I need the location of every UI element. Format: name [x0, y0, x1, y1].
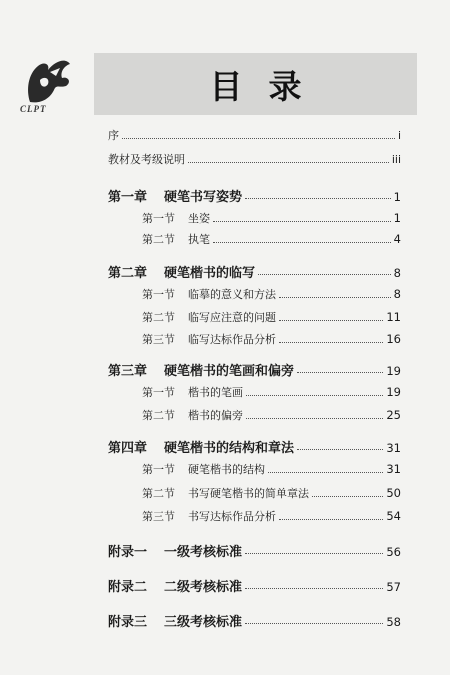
toc-chapter[interactable] — [108, 437, 401, 456]
dot-leader — [246, 418, 383, 419]
toc-section-label — [142, 210, 210, 226]
toc-chapter-page-number: 1 — [393, 190, 401, 204]
toc-chapter-number: 第一章 — [108, 190, 148, 205]
dot-leader — [312, 496, 383, 497]
toc-section-page-number: 1 — [393, 211, 401, 225]
toc-section-label — [142, 508, 276, 524]
dot-leader — [279, 320, 383, 321]
toc-appendix-number: 附录一 — [108, 545, 148, 560]
toc-chapter-label — [108, 437, 294, 456]
toc-section-label — [142, 485, 309, 501]
toc-section-number: 第二节 — [142, 487, 175, 500]
dot-leader — [245, 553, 383, 554]
toc-section-label — [142, 286, 276, 302]
dot-leader — [297, 449, 383, 450]
toc-section-title: 执笔 — [188, 233, 210, 246]
toc-section[interactable] — [142, 231, 401, 247]
toc-section-page-number: 31 — [386, 462, 401, 476]
toc-section-title: 楷书的偏旁 — [188, 409, 243, 422]
dot-leader — [213, 242, 391, 243]
toc-section[interactable] — [142, 485, 401, 501]
dot-leader — [268, 472, 383, 473]
toc-section-title: 楷书的笔画 — [188, 386, 243, 399]
toc-front-item-label: 教材及考级说明 — [108, 153, 185, 166]
toc-section-page-number: 4 — [393, 232, 401, 246]
toc-section[interactable] — [142, 286, 401, 302]
dot-leader — [297, 372, 383, 373]
toc-section[interactable] — [142, 508, 401, 524]
toc-appendix-label — [108, 576, 242, 595]
toc-section-page-number: 8 — [393, 287, 401, 301]
toc-appendix-page-number: 56 — [386, 545, 401, 559]
toc-appendix-label — [108, 611, 242, 630]
toc-appendix-page-number: 57 — [386, 580, 401, 594]
toc-appendix[interactable] — [108, 541, 401, 560]
toc-section-number: 第一节 — [142, 386, 175, 399]
toc-appendix-page-number: 58 — [386, 615, 401, 629]
toc-section-page-number: 25 — [386, 408, 401, 422]
dot-leader — [258, 274, 391, 275]
dot-leader — [279, 342, 383, 343]
toc-section-number: 第三节 — [142, 333, 175, 346]
toc-appendix-title: 一级考核标准 — [164, 545, 243, 560]
toc-section-label — [142, 384, 243, 400]
toc-section-number: 第二节 — [142, 409, 175, 422]
page-title: 目录 — [209, 66, 328, 106]
toc-chapter-label — [108, 262, 255, 281]
toc-chapter-label — [108, 360, 294, 379]
toc-chapter-number: 第四章 — [108, 441, 148, 456]
toc-section[interactable] — [142, 331, 401, 347]
toc-section[interactable] — [142, 461, 401, 477]
toc-appendix-number: 附录二 — [108, 580, 148, 595]
toc-front-item-page-number: i — [397, 129, 401, 142]
toc-section-title: 临写达标作品分析 — [188, 333, 276, 346]
toc-appendix-number: 附录三 — [108, 615, 148, 630]
dot-leader — [279, 519, 383, 520]
toc-front-item[interactable] — [108, 151, 401, 167]
toc-chapter-number: 第二章 — [108, 266, 148, 281]
toc-appendix-title: 三级考核标准 — [164, 615, 243, 630]
toc-appendix-title: 二级考核标准 — [164, 580, 243, 595]
toc-chapter-number: 第三章 — [108, 364, 148, 379]
toc-section-page-number: 50 — [386, 486, 401, 500]
toc-chapter[interactable] — [108, 360, 401, 379]
toc-appendix[interactable] — [108, 576, 401, 595]
toc-section-label — [142, 309, 276, 325]
toc-front-item-page-number: iii — [391, 153, 401, 166]
toc-chapter[interactable] — [108, 186, 401, 205]
toc-section-number: 第三节 — [142, 510, 175, 523]
toc-chapter[interactable] — [108, 262, 401, 281]
toc-chapter-title: 硬笔楷书的笔画和偏旁 — [164, 364, 295, 379]
dot-leader — [245, 198, 391, 199]
toc-section-number: 第一节 — [142, 212, 175, 225]
toc-section-page-number: 16 — [386, 332, 401, 346]
toc-appendix-label — [108, 541, 242, 560]
toc-section-title: 临写应注意的问题 — [188, 311, 276, 324]
toc-chapter-page-number: 8 — [393, 266, 401, 280]
toc-appendix[interactable] — [108, 611, 401, 630]
toc-section-title: 书写达标作品分析 — [188, 510, 276, 523]
toc-section-label — [142, 407, 243, 423]
toc-front-item[interactable] — [108, 127, 401, 143]
toc-section-page-number: 54 — [386, 509, 401, 523]
toc-section-number: 第二节 — [142, 233, 175, 246]
dot-leader — [245, 623, 383, 624]
toc-section-title: 硬笔楷书的结构 — [188, 463, 265, 476]
toc-section-number: 第一节 — [142, 288, 175, 301]
toc-chapter-page-number: 31 — [386, 441, 401, 455]
toc-section-number: 第二节 — [142, 311, 175, 324]
toc-section-title: 坐姿 — [188, 212, 210, 225]
logo-text: CLPT — [20, 104, 47, 114]
dot-leader — [245, 588, 383, 589]
dot-leader — [279, 297, 391, 298]
toc-section[interactable] — [142, 384, 401, 400]
toc-section-title: 书写硬笔楷书的简单章法 — [188, 487, 309, 500]
dot-leader — [122, 138, 395, 139]
dot-leader — [246, 395, 383, 396]
toc-section-label — [142, 231, 210, 247]
toc-chapter-title: 硬笔楷书的结构和章法 — [164, 441, 295, 456]
toc-chapter-label — [108, 186, 242, 205]
toc-section-title: 临摹的意义和方法 — [188, 288, 276, 301]
dot-leader — [188, 162, 389, 163]
toc-chapter-title: 硬笔楷书的临写 — [164, 266, 256, 281]
toc-chapter-title: 硬笔书写姿势 — [164, 190, 243, 205]
toc-section-page-number: 11 — [386, 310, 401, 324]
toc-front-item-label: 序 — [108, 129, 119, 142]
toc-section-label — [142, 331, 276, 347]
toc-section-label — [142, 461, 265, 477]
toc-section-number: 第一节 — [142, 463, 175, 476]
toc-section-page-number: 19 — [386, 385, 401, 399]
toc-chapter-page-number: 19 — [386, 364, 401, 378]
toc-section[interactable] — [142, 210, 401, 226]
toc-section[interactable] — [142, 309, 401, 325]
dot-leader — [213, 221, 391, 222]
toc-section[interactable] — [142, 407, 401, 423]
